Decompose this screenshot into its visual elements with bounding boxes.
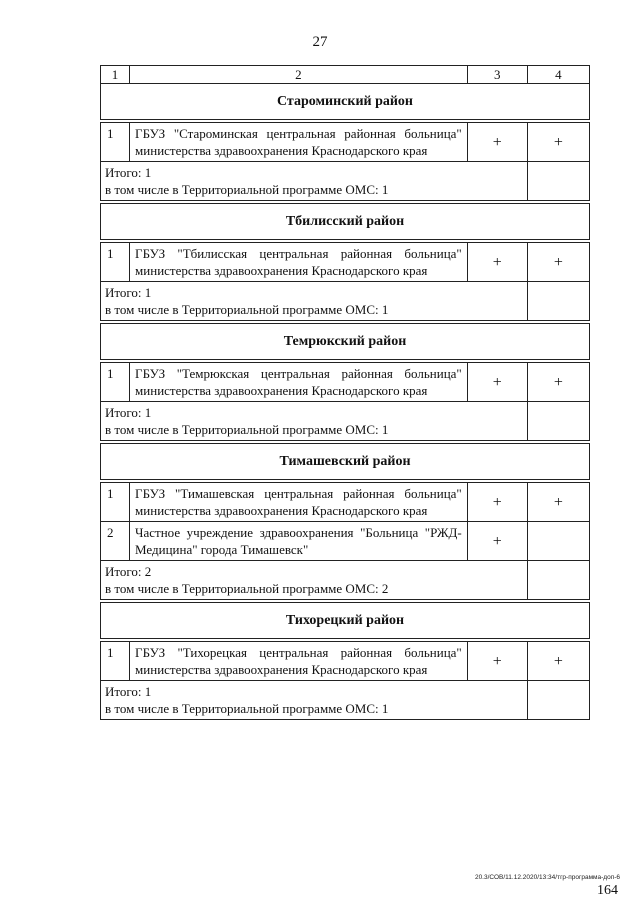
- col3-mark: +: [467, 243, 527, 282]
- document-code: 20.3/СОВ/11.12.2020/13:34/тгр-программа-доп-6: [474, 874, 620, 881]
- total-col4: [527, 402, 589, 441]
- row-number: 1: [101, 483, 130, 522]
- page-number: 27: [312, 34, 328, 50]
- total-cell: [101, 162, 528, 201]
- facility-name: Частное учреждение здравоохранения "Больница "РЖД-Медицина" города Тимашевск": [130, 522, 468, 561]
- district-heading-row: [101, 603, 590, 639]
- row-number: 1: [101, 642, 130, 681]
- facility-name: ГБУЗ "Тихорецкая центральная районная больница" министерства здравоохранения Краснодарского края: [130, 642, 468, 681]
- facility-name: ГБУЗ "Староминская центральная районная больница" министерства здравоохранения Краснодарского края: [130, 123, 468, 162]
- facility-name: ГБУЗ "Тбилисская центральная районная больница" министерства здравоохранения Краснодарского края: [130, 243, 468, 282]
- total-col4: [527, 561, 589, 600]
- total-cell: [101, 561, 528, 600]
- col4-mark: +: [527, 483, 589, 522]
- col4-mark: [527, 522, 589, 561]
- table-row: [101, 483, 590, 522]
- facility-name: ГБУЗ "Темрюкская центральная районная больница" министерства здравоохранения Краснодарского края: [130, 363, 468, 402]
- table-row: [101, 522, 590, 561]
- total-row: [101, 681, 590, 720]
- total-count: Итого: 1: [105, 165, 152, 180]
- row-number: 1: [101, 363, 130, 402]
- total-row: [101, 561, 590, 600]
- facility-name: ГБУЗ "Тимашевская центральная районная больница" министерства здравоохранения Краснодарского края: [130, 483, 468, 522]
- col3-mark: +: [467, 522, 527, 561]
- total-count: Итого: 1: [105, 684, 152, 699]
- total-row: [101, 162, 590, 201]
- total-cell: [101, 282, 528, 321]
- total-count: Итого: 1: [105, 285, 152, 300]
- total-col4: [527, 282, 589, 321]
- header-col-4: 4: [527, 66, 589, 84]
- header-col-2: 2: [130, 66, 468, 84]
- total-oms: в том числе в Территориальной программе ОМС: 1: [105, 182, 389, 197]
- district-heading-row: [101, 444, 590, 480]
- total-col4: [527, 681, 589, 720]
- col3-mark: +: [467, 642, 527, 681]
- table-row: [101, 243, 590, 282]
- table-header-row: [101, 66, 590, 84]
- total-row: [101, 282, 590, 321]
- row-number: 1: [101, 123, 130, 162]
- total-oms: в том числе в Территориальной программе ОМС: 1: [105, 701, 389, 716]
- total-count: Итого: 2: [105, 564, 152, 579]
- total-oms: в том числе в Территориальной программе ОМС: 1: [105, 302, 389, 317]
- total-oms: в том числе в Территориальной программе ОМС: 1: [105, 422, 389, 437]
- col3-mark: +: [467, 123, 527, 162]
- col3-mark: +: [467, 363, 527, 402]
- total-oms: в том числе в Территориальной программе ОМС: 2: [105, 581, 389, 596]
- district-heading-row: [101, 324, 590, 360]
- district-heading-row: [101, 84, 590, 120]
- col4-mark: +: [527, 123, 589, 162]
- district-name: Тихорецкий район: [101, 603, 590, 639]
- table-row: [101, 363, 590, 402]
- col3-mark: +: [467, 483, 527, 522]
- row-number: 1: [101, 243, 130, 282]
- district-name: Тбилисский район: [101, 204, 590, 240]
- total-count: Итого: 1: [105, 405, 152, 420]
- footer-page-number: 164: [597, 883, 618, 898]
- total-cell: [101, 402, 528, 441]
- col4-mark: +: [527, 363, 589, 402]
- district-name: Тимашевский район: [101, 444, 590, 480]
- row-number: 2: [101, 522, 130, 561]
- total-cell: [101, 681, 528, 720]
- district-name: Староминский район: [101, 84, 590, 120]
- table-row: [101, 123, 590, 162]
- header-col-3: 3: [467, 66, 527, 84]
- header-col-1: 1: [101, 66, 130, 84]
- table-row: [101, 642, 590, 681]
- facilities-table: [100, 65, 590, 720]
- total-row: [101, 402, 590, 441]
- col4-mark: +: [527, 642, 589, 681]
- total-col4: [527, 162, 589, 201]
- col4-mark: +: [527, 243, 589, 282]
- district-name: Темрюкский район: [101, 324, 590, 360]
- district-heading-row: [101, 204, 590, 240]
